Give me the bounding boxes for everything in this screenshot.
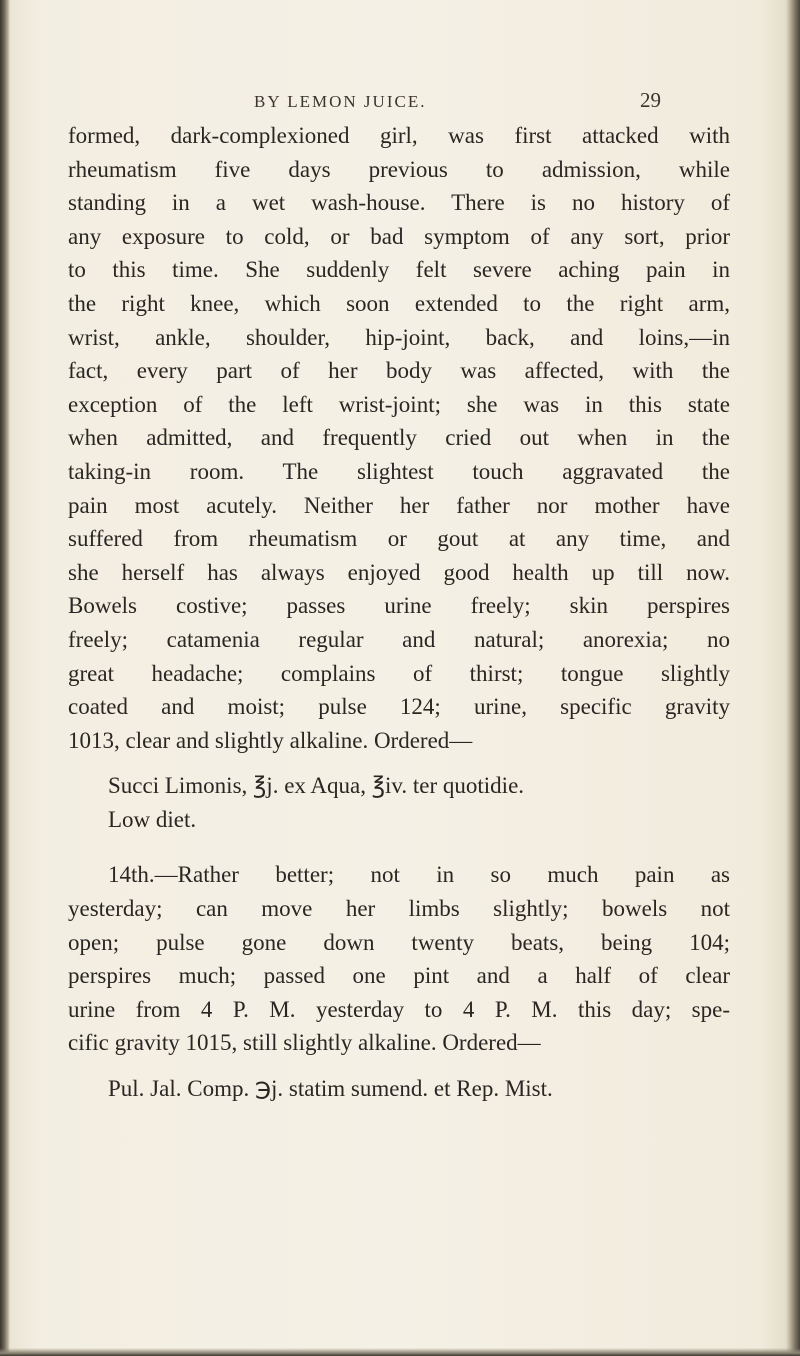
prescription-line: Succi Limonis, ℥j. ex Aqua, ℥iv. ter quotidie. [108,773,525,799]
spacer [68,757,730,769]
prescription-line: Low diet. [108,806,197,832]
text-line: the right knee, which soon extended to the right arm, [68,290,730,316]
prescription-line: Pul. Jal. Comp. ℈j. statim sumend. et Rep. Mist. [108,1076,553,1102]
binding-shadow-left [0,0,10,1356]
spacer [68,836,730,858]
text-line: any exposure to cold, or bad symptom of any sort, prior [68,223,730,249]
text-line: coated and moist; pulse 124; urine, specific gravity [68,694,730,720]
page-bottom-edge [0,1348,800,1356]
text-line: pain most acutely. Neither her father nor mother have [68,492,730,518]
running-title: BY LEMON JUICE. [254,92,427,111]
text-line: open; pulse gone down twenty beats, being 104; [68,929,730,955]
text-line: exception of the left wrist-joint; she was in this state [68,391,730,417]
text-line: fact, every part of her body was affected, with the [68,358,730,384]
text-line: 14th.—Rather better; not in so much pain as [108,862,730,888]
text-line: Bowels costive; passes urine freely; skin perspires [68,593,730,619]
text-line: 1013, clear and slightly alkaline. Ordered— [68,727,473,753]
text-line: to this time. She suddenly felt severe aching pain in [68,257,730,283]
page-header [0,88,800,118]
text-line: rheumatism five days previous to admission, while [68,156,730,182]
text-line: urine from 4 P. M. yesterday to 4 P. M. this day; spe- [68,996,730,1022]
text-line: she herself has always enjoyed good health up till now. [68,559,730,585]
page-number: 29 [640,88,661,112]
spacer [68,1060,730,1072]
text-line: yesterday; can move her limbs slightly; bowels not [68,896,730,922]
text-line: standing in a wet wash-house. There is no history of [68,190,730,216]
binding-shadow-right [786,0,800,1356]
text-line: great headache; complains of thirst; tongue slightly [68,660,730,686]
text-line: freely; catamenia regular and natural; anorexia; no [68,626,730,652]
text-line: formed, dark-complexioned girl, was first attacked with [68,123,730,148]
text-line: suffered from rheumatism or gout at any time, and [68,526,730,552]
text-line: wrist, ankle, shoulder, hip-joint, back, and loins,—in [68,324,730,350]
text-line: perspires much; passed one pint and a half of clear [68,963,730,989]
body-text [68,119,730,1106]
text-line: cific gravity 1015, still slightly alkaline. Ordered— [68,1030,541,1056]
text-line: when admitted, and frequently cried out when in the [68,425,730,451]
text-line: taking-in room. The slightest touch aggravated the [68,458,730,484]
